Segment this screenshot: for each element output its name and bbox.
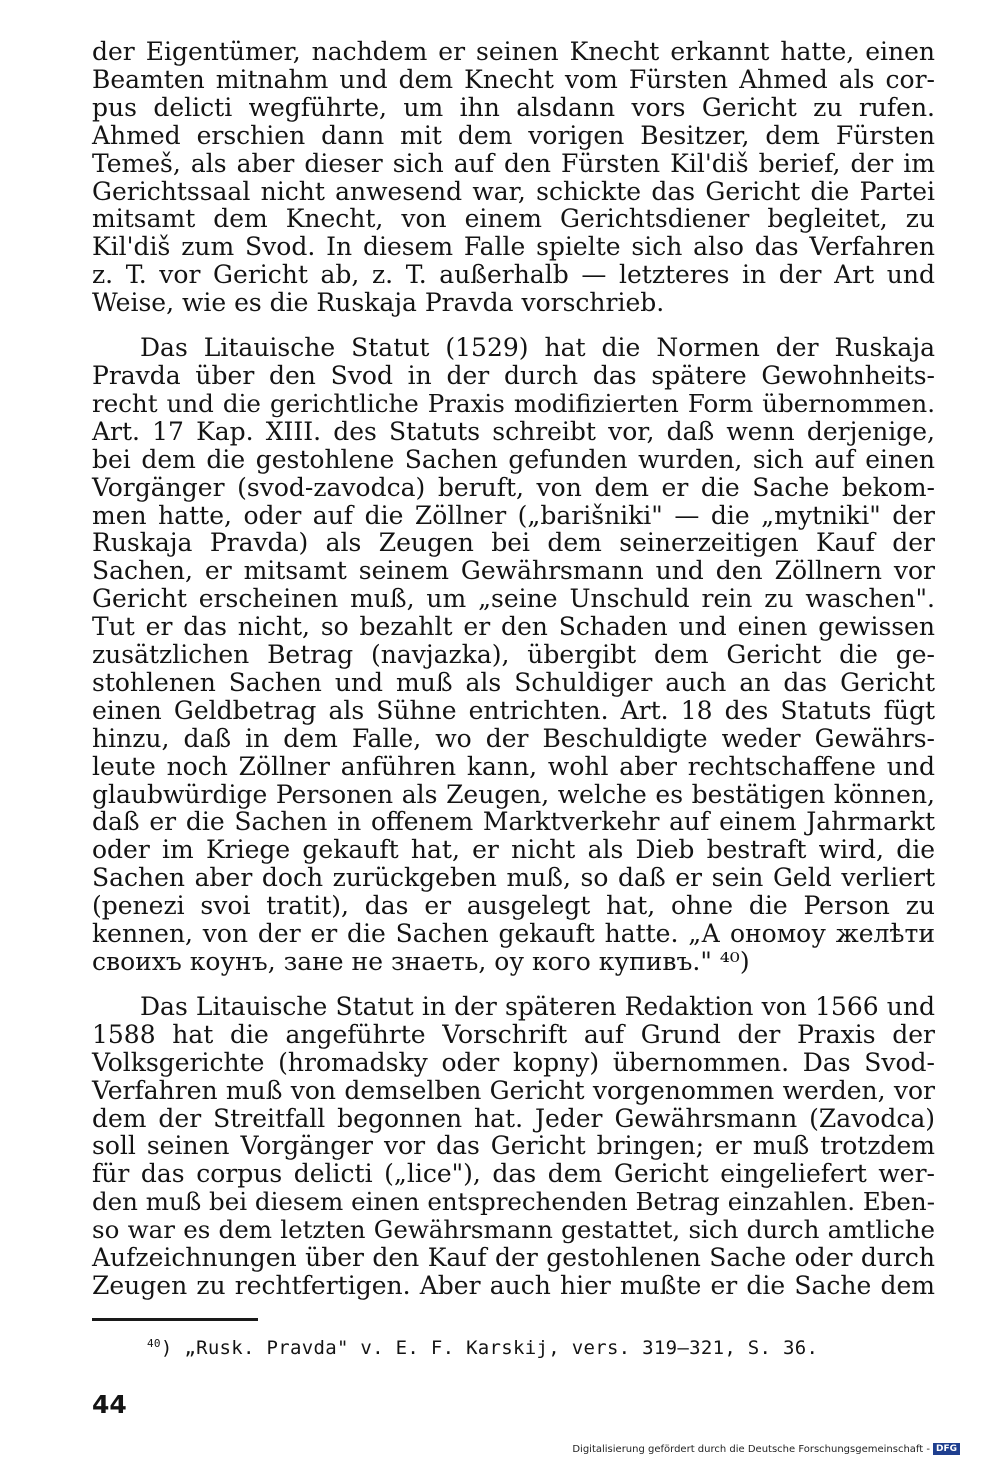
text-line: Kil'diš zum Svod. In diesem Falle spielte sich also das Verfahren xyxy=(92,232,935,262)
text-line: men hatte, oder auf die Zöllner („barišniki" — die „mytniki" der xyxy=(92,500,935,530)
text-line: z. T. vor Gericht ab, z. T. außerhalb — letzteres in der Art und xyxy=(92,260,935,290)
page-body xyxy=(92,38,935,1300)
text-line: oder im Kriege gekauft hat, er nicht als Dieb bestraft wird, die xyxy=(92,835,935,865)
text-line: zusätzlichen Betrag (navjazka), übergibt dem Gericht die ge- xyxy=(92,640,935,670)
footnote-marker: 40 xyxy=(147,1337,161,1350)
text-line: glaubwürdige Personen als Zeugen, welche es bestätigen können, xyxy=(92,779,935,809)
text-line: Das Litauische Statut (1529) hat die Normen der Ruskaja xyxy=(140,333,935,363)
text-line: Pravda über den Svod in der durch das spätere Gewohnheits- xyxy=(92,360,935,390)
text-line: bei dem die gestohlene Sachen gefunden wurden, sich auf einen xyxy=(92,444,935,474)
digitization-credit xyxy=(572,1443,960,1455)
text-line: leute noch Zöllner anführen kann, wohl aber rechtschaffene und xyxy=(92,751,935,781)
credit-text: Digitalisierung gefördert durch die Deutsche Forschungsgemeinschaft - xyxy=(572,1444,930,1455)
text-line: Gericht erscheinen muß, um „seine Unschuld rein zu waschen". xyxy=(92,584,935,614)
text-line: Weise, wie es die Ruskaja Pravda vorschrieb. xyxy=(92,288,665,318)
text-line: Art. 17 Kap. XIII. des Statuts schreibt vor, daß wenn derjenige, xyxy=(92,416,935,446)
text-line: pus delicti wegführte, um ihn alsdann vors Gericht zu rufen. xyxy=(92,92,935,122)
text-line: Vorgänger (svod-zavodca) beruft, von dem er die Sache bekom- xyxy=(92,472,935,502)
text-line: своихъ коунъ, зане не знаеть, оу кого купивъ." ⁴⁰) xyxy=(92,947,750,976)
text-line: Beamten mitnahm und dem Knecht vom Fürsten Ahmed als cor- xyxy=(92,64,935,94)
text-line: Zeugen zu rechtfertigen. Aber auch hier mußte er die Sache dem xyxy=(92,1270,935,1300)
text-line: 1588 hat die angeführte Vorschrift auf Grund der Praxis der xyxy=(92,1019,935,1049)
text-line: dem der Streitfall begonnen hat. Jeder Gewährsmann (Zavodca) xyxy=(92,1103,935,1133)
text-line: Temeš, als aber dieser sich auf den Fürsten Kil'diš berief, der im xyxy=(92,148,935,178)
text-line: Ruskaja Pravda) als Zeugen bei dem seinerzeitigen Kauf der xyxy=(92,528,935,558)
text-line: Tut er das nicht, so bezahlt er den Schaden und einen gewissen xyxy=(92,612,935,642)
text-line: hinzu, daß in dem Falle, wo der Beschuldigte weder Gewährs- xyxy=(92,723,935,753)
footnote xyxy=(147,1337,818,1359)
text-line: Verfahren muß von demselben Gericht vorgenommen werden, vor xyxy=(92,1075,935,1105)
text-line: Gerichtssaal nicht anwesend war, schickte das Gericht die Partei xyxy=(92,176,935,206)
text-line: der Eigentümer, nachdem er seinen Knecht erkannt hatte, einen xyxy=(92,37,935,66)
paragraph-2 xyxy=(92,334,935,976)
text-line: mitsamt dem Knecht, von einem Gerichtsdiener begleitet, zu xyxy=(92,204,935,234)
footnote-text: ) „Rusk. Pravda" v. E. F. Karskij, vers. 319—321, S. 36. xyxy=(160,1337,819,1359)
text-line: stohlenen Sachen und muß als Schuldiger auch an das Gericht xyxy=(92,667,935,697)
paragraph-1 xyxy=(92,38,935,317)
text-line: recht und die gerichtliche Praxis modifizierten Form übernommen. xyxy=(92,388,935,418)
footnote-divider xyxy=(92,1318,258,1321)
text-line: Das Litauische Statut in der späteren Redaktion von 1566 und xyxy=(140,991,935,1021)
text-line: einen Geldbetrag als Sühne entrichten. Art. 18 des Statuts fügt xyxy=(92,695,935,725)
text-line: soll seinen Vorgänger vor das Gericht bringen; er muß trotzdem xyxy=(92,1131,935,1161)
text-line: daß er die Sachen in offenem Marktverkehr auf einem Jahrmarkt xyxy=(92,807,935,837)
dfg-logo: DFG xyxy=(933,1443,960,1455)
text-line: für das corpus delicti („lice"), das dem Gericht eingeliefert wer- xyxy=(92,1159,935,1189)
text-line: Volksgerichte (hromadsky oder kopny) übernommen. Das Svod- xyxy=(92,1047,935,1077)
text-line: so war es dem letzten Gewährsmann gestattet, sich durch amtliche xyxy=(92,1215,935,1245)
page-number: 44 xyxy=(92,1390,127,1419)
text-line: Sachen aber doch zurückgeben muß, so daß er sein Geld verliert xyxy=(92,863,935,893)
text-line: Sachen, er mitsamt seinem Gewährsmann und den Zöllnern vor xyxy=(92,556,935,586)
paragraph-3 xyxy=(92,993,935,1300)
text-line: kennen, von der er die Sachen gekauft hatte. „А ономоу желѣти xyxy=(92,919,935,949)
text-line: Aufzeichnungen über den Kauf der gestohlenen Sache oder durch xyxy=(92,1243,935,1273)
text-line: (penezi svoi tratit), das er ausgelegt hat, ohne die Person zu xyxy=(92,891,935,921)
text-line: den muß bei diesem einen entsprechenden Betrag einzahlen. Eben- xyxy=(92,1187,935,1217)
text-line: Ahmed erschien dann mit dem vorigen Besitzer, dem Fürsten xyxy=(92,120,935,150)
